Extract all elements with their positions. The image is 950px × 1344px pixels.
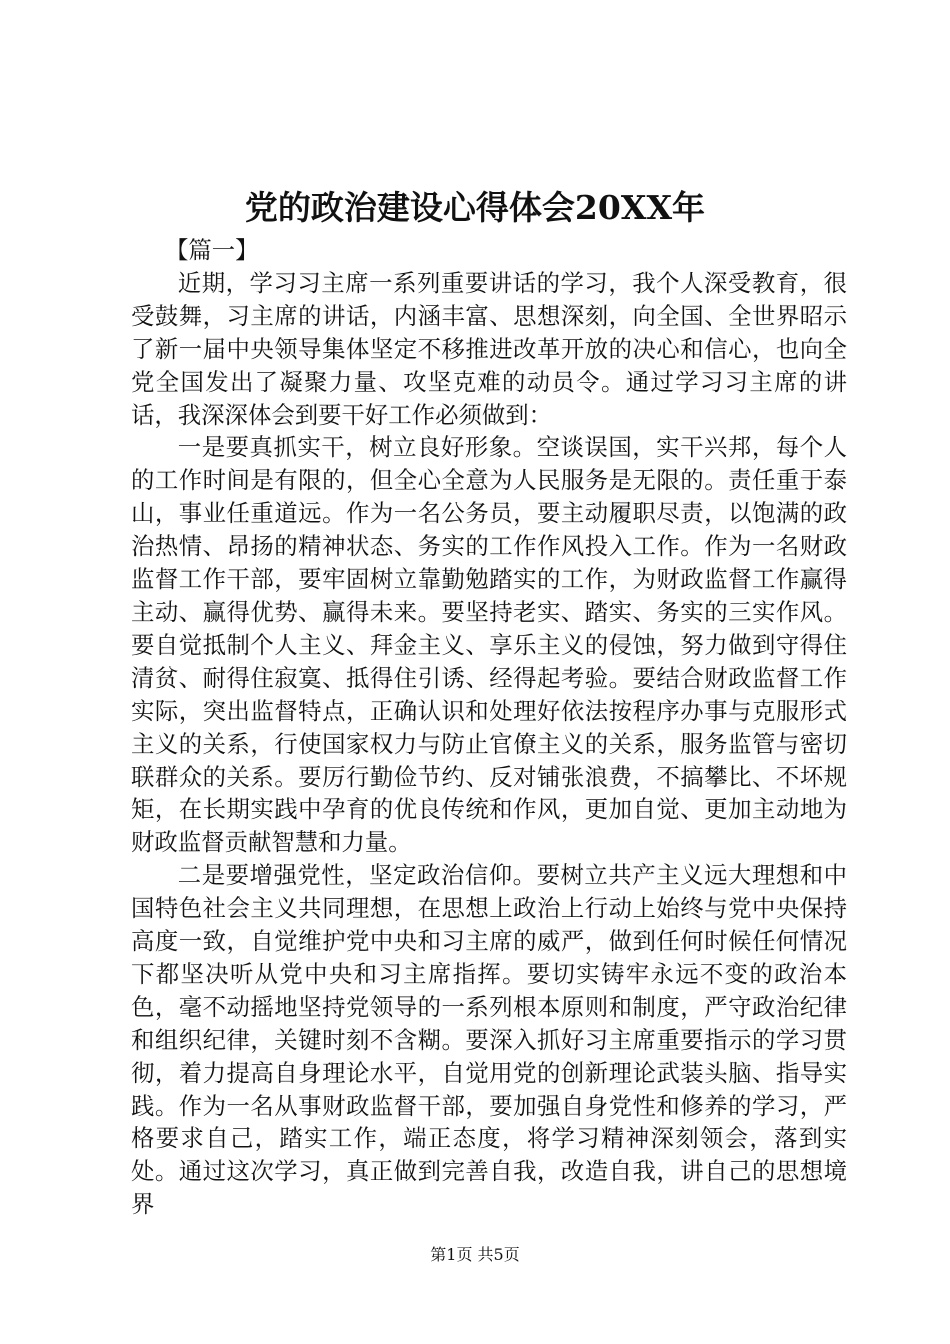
paragraph-point-one: 一是要真抓实干，树立良好形象。空谈误国，实干兴邦，每个人的工作时间是有限的，但全心全意为人民服务是无限的。责任重于泰山，事业任重道远。作为一名公务员，要主动履职尽责，以饱满的政治热情、昂扬的精神状态、务实的工作作风投入工作。作为一名财政监督工作干部，要牢固树立靠勤勉踏实的工作，为财政监督工作赢得主动、赢得优势、赢得未来。要坚持老实、踏实、务实的三实作风。要自觉抵制个人主义、拜金主义、享乐主义的侵蚀，努力做到守得住清贫、耐得住寂寞、抵得住引诱、经得起考验。要结合财政监督工作实际，突出监督特点，正确认识和处理好依法按程序办事与克服形式主义的关系，行使国家权力与防止官僚主义的关系，服务监管与密切联群众的关系。要厉行勤俭节约、反对铺张浪费，不搞攀比、不坏规矩，在长期实践中孕育的优良传统和作风，更加自觉、更加主动地为财政监督贡献智慧和力量。	[131, 433, 847, 857]
paragraph-point-two: 二是要增强党性，坚定政治信仰。要树立共产主义远大理想和中国特色社会主义共同理想，在思想上政治上行动上始终与党中央保持高度一致，自觉维护党中央和习主席的威严，做到任何时候任何情况下都坚决听从党中央和习主席指挥。要切实铸牢永远不变的政治本色，毫不动摇地坚持党领导的一系列根本原则和制度，严守政治纪律和组织纪律，关键时刻不含糊。要深入抓好习主席重要指示的学习贯彻，着力提高自身理论水平，自觉用党的创新理论武装头脑、指导实践。作为一名从事财政监督干部，要加强自身党性和修养的学习，严格要求自己，踏实工作，端正态度，将学习精神深刻领会，落到实处。通过这次学习，真正做到完善自我，改造自我，讲自己的思想境界	[131, 861, 847, 1219]
document-body	[131, 234, 847, 1221]
document-title: 党的政治建设心得体会20XX年	[244, 188, 706, 227]
page-footer: 第1页 共5页	[430, 1245, 520, 1264]
paragraph-intro: 近期，学习习主席一系列重要讲话的学习，我个人深受教育，很受鼓舞，习主席的讲话，内涵丰富、思想深刻，向全国、全世界昭示了新一届中央领导集体坚定不移推进改革开放的决心和信心，也向全党全国发出了凝聚力量、攻坚克难的动员令。通过学习习主席的讲话，我深深体会到要干好工作必须做到：	[131, 268, 847, 429]
section-label: 【篇一】	[165, 236, 259, 264]
